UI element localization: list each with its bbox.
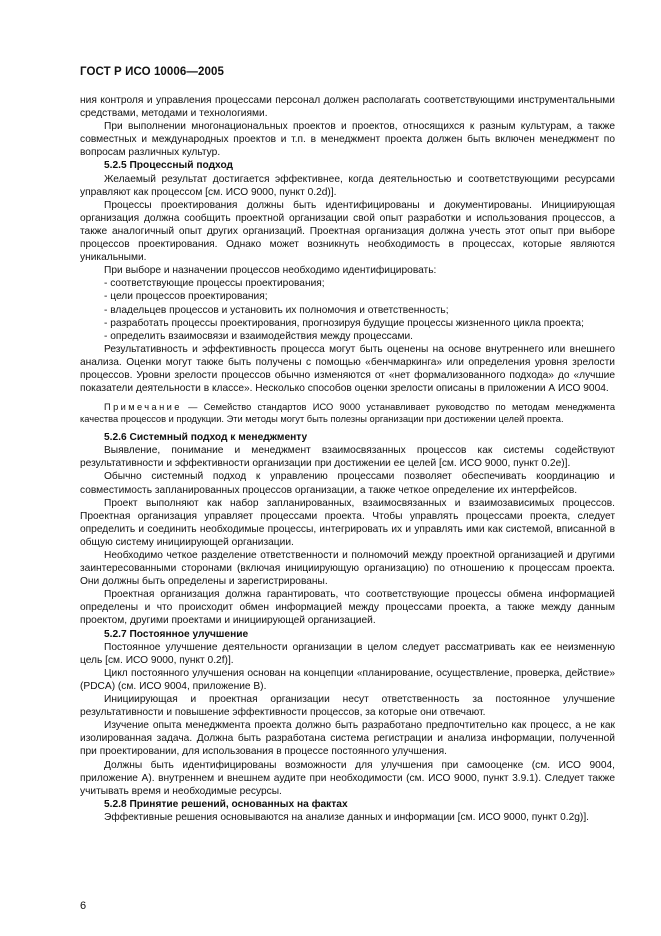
- paragraph: При выборе и назначении процессов необходимо идентифицировать:: [104, 265, 437, 277]
- paragraph: Проект выполняют как набор запланированных, взаимосвязанных и взаимозависимых процессов. Проектная организация управляет процессами проекта. Чтобы управлять процессами проекта, следует определить и соединить необходимые процессы, интегрировать их и управлять ими как системой, вписанной в общую систему инициирующей организации.: [80, 497, 615, 548]
- paragraph: При выполнении многонациональных проектов и проектов, относящихся к разным культурам, а также совместных и международных проектов и т.п. в менеджмент проекта должен быть включен менеджмент по вопросам различных культур.: [80, 121, 615, 159]
- section-heading-5-2-5: 5.2.5 Процессный подход: [104, 160, 234, 172]
- section-heading-5-2-7: 5.2.7 Постоянное улучшение: [104, 628, 249, 640]
- list-item: - разработать процессы проектирования, прогнозируя будущие процессы жизненного цикла проекта;: [104, 317, 584, 329]
- paragraph: Проектная организация должна гарантировать, что соответствующие процессы обмена информацией определены и что происходит обмен информацией между процессами проекта, а также между данным проектом, другими проектами и инициирующей организацией.: [80, 589, 615, 627]
- paragraph: Выявление, понимание и менеджмент взаимосвязанных процессов как системы содействуют результативности и эффективности организации при достижении ее целей [см. ИСО 9000, пункт 0.2е)].: [80, 445, 615, 470]
- paragraph: Процессы проектирования должны быть идентифицированы и документированы. Инициирующая организация должна сообщить проектной организации свой опыт разработки и использования процессов, а также аналогичный опыт других организаций. Проектная организация должна учесть этот опыт при выборе процессов проектирования. Однако может возникнуть необходимость в процессах, которые являются уникальными.: [80, 199, 615, 264]
- paragraph: Изучение опыта менеджмента проекта должно быть разработано предпочтительно как процесс, а не как изолированная задача. Должна быть разработана система регистрации и анализа информации, полученной при проектировании, для использования в процессе постоянного улучшения.: [80, 720, 615, 758]
- paragraph: Эффективные решения основываются на анализе данных и информации [см. ИСО 9000, пункт 0.2g)].: [104, 811, 589, 823]
- note-text: — Семейство стандартов ИСО 9000 устанавливает руководство по методам менеджмента качества процессов и продукции. Эти методы могут быть полезны организации при достижении целей проекта.: [80, 402, 615, 425]
- document-header: ГОСТ Р ИСО 10006—2005: [80, 66, 225, 78]
- list-item: - владельцев процессов и установить их полномочия и ответственность;: [104, 304, 449, 316]
- note-label: Примечание: [104, 402, 182, 413]
- section-heading-5-2-6: 5.2.6 Системный подход к менеджменту: [104, 432, 308, 444]
- list-item: - соответствующие процессы проектирования;: [104, 278, 325, 290]
- paragraph: Цикл постоянного улучшения основан на концепции «планирование, осуществление, проверка, действие» (PDCA) (см. ИСО 9004, приложение В).: [80, 667, 615, 692]
- paragraph: Должны быть идентифицированы возможности для улучшения при самооценке (см. ИСО 9004, приложение А). внутреннем и внешнем аудите при необходимости (см. ИСО 9000, пункт 3.9.1). Следует также учитывать время и необходимые ресурсы.: [80, 759, 615, 797]
- document-body: [80, 94, 615, 824]
- paragraph: Обычно системный подход к управлению процессами позволяет обеспечивать координацию и совместимость запланированных процессов организации, а также четкое определение их интерфейсов.: [80, 471, 615, 496]
- note: [80, 401, 615, 425]
- paragraph: Инициирующая и проектная организации несут ответственность за постоянное улучшение результативности и повышение эффективности процессов, за которые они отвечают.: [80, 694, 615, 719]
- paragraph: Желаемый результат достигается эффективнее, когда деятельностью и соответствующими ресурсами управляют как процессом [см. ИСО 9000, пункт 0.2d)].: [80, 173, 615, 198]
- section-heading-5-2-8: 5.2.8 Принятие решений, основанных на фактах: [104, 798, 348, 810]
- paragraph: Результативность и эффективность процесса могут быть оценены на основе внутреннего или внешнего анализа. Оценки могут также быть получены с помощью «бенчмаркинга» или определения уровня зрелости процессов. Уровни зрелости процессов обычно изменяются от «нет формализованного подхода» до «лучшие показатели деятельности в классе». Несколько способов оценки зрелости описаны в приложении А ИСО 9004.: [80, 343, 615, 395]
- page-number: 6: [80, 900, 87, 912]
- paragraph: Необходимо четкое разделение ответственности и полномочий между проектной организацией и другими заинтересованными сторонами (включая инициирующую организацию) по отношению к процессам проекта. Они должны быть определены и зарегистрированы.: [80, 550, 615, 588]
- list-item: - определить взаимосвязи и взаимодействия между процессами.: [104, 330, 413, 342]
- paragraph: ния контроля и управления процессами персонал должен располагать соответствующими инструментальными средствами, методами и технологиями.: [80, 95, 615, 120]
- list-item: - цели процессов проектирования;: [104, 291, 268, 303]
- paragraph: Постоянное улучшение деятельности организации в целом следует рассматривать как ее неизменную цель [см. ИСО 9000, пункт 0.2f)].: [80, 641, 615, 666]
